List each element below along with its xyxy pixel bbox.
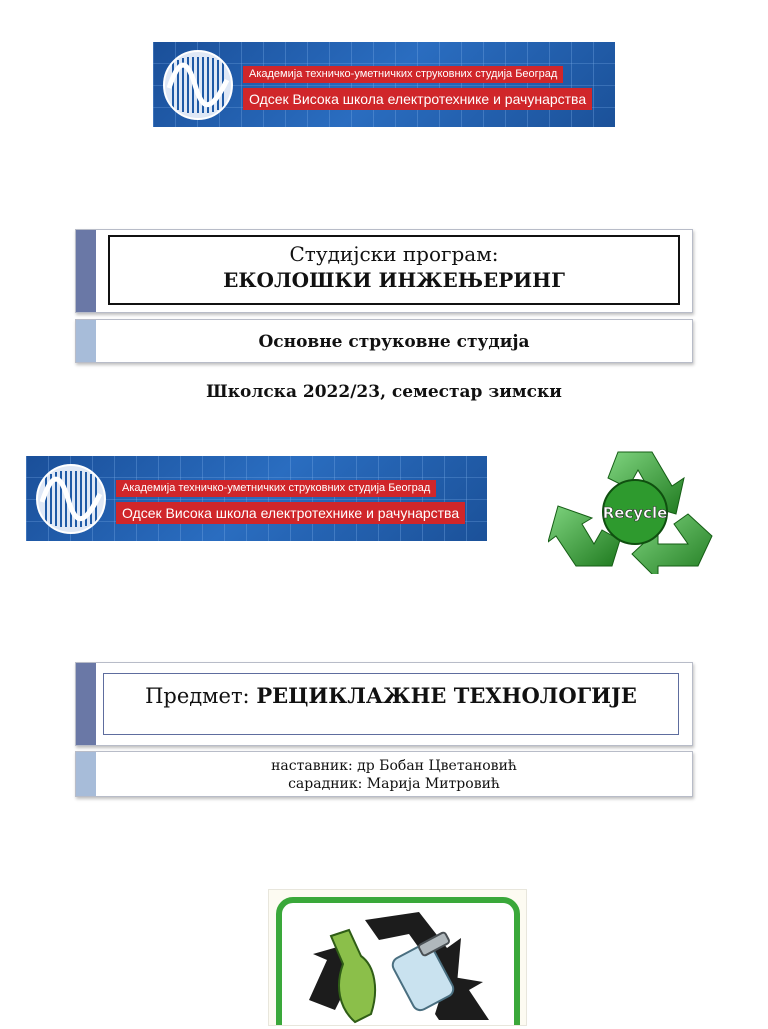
- study-program-name: ЕКОЛОШКИ ИНЖЕЊЕРИНГ: [223, 268, 565, 292]
- banner-line-department: Одсек Висока школа електротехнике и рачунарства: [243, 88, 592, 110]
- subject-prefix: Предмет:: [145, 684, 257, 708]
- box-accent-bar: [76, 320, 96, 362]
- subject-name: РЕЦИКЛАЖНЕ ТЕХНОЛОГИЈЕ: [256, 683, 637, 708]
- staff-box: [75, 751, 693, 797]
- institution-banner-top: [153, 42, 615, 127]
- study-program-inner: [108, 235, 680, 305]
- subject-inner: [103, 673, 679, 735]
- banner-line-department: Одсек Висока школа електротехнике и рачунарства: [116, 502, 465, 524]
- bottle-recycling-image: [268, 889, 527, 1026]
- subject-title: [104, 683, 678, 708]
- box-accent-bar: [76, 230, 96, 312]
- box-accent-bar: [76, 752, 96, 796]
- study-type: Основне струковне студија: [258, 332, 530, 352]
- staff-teacher: наставник: др Бобан Цветановић: [271, 758, 517, 774]
- banner-line-academy: Академија техничко-уметничких струковних студија Београд: [243, 66, 563, 83]
- institution-banner-middle: [26, 456, 487, 541]
- institution-logo: [36, 464, 106, 534]
- recycle-badge-text: Recycle: [602, 504, 668, 522]
- subject-box: [75, 662, 693, 746]
- box-accent-bar: [76, 663, 96, 745]
- study-program-box: [75, 229, 693, 313]
- banner-line-academy: Академија техничко-уметничких струковних студија Београд: [116, 480, 436, 497]
- recycle-logo: [548, 444, 722, 574]
- study-type-box: [75, 319, 693, 363]
- study-program-label: Студијски програм:: [289, 242, 499, 266]
- school-year: Школска 2022/23, семестар зимски: [206, 382, 562, 402]
- staff-assistant: сарадник: Марија Митровић: [288, 776, 500, 792]
- institution-logo: [163, 50, 233, 120]
